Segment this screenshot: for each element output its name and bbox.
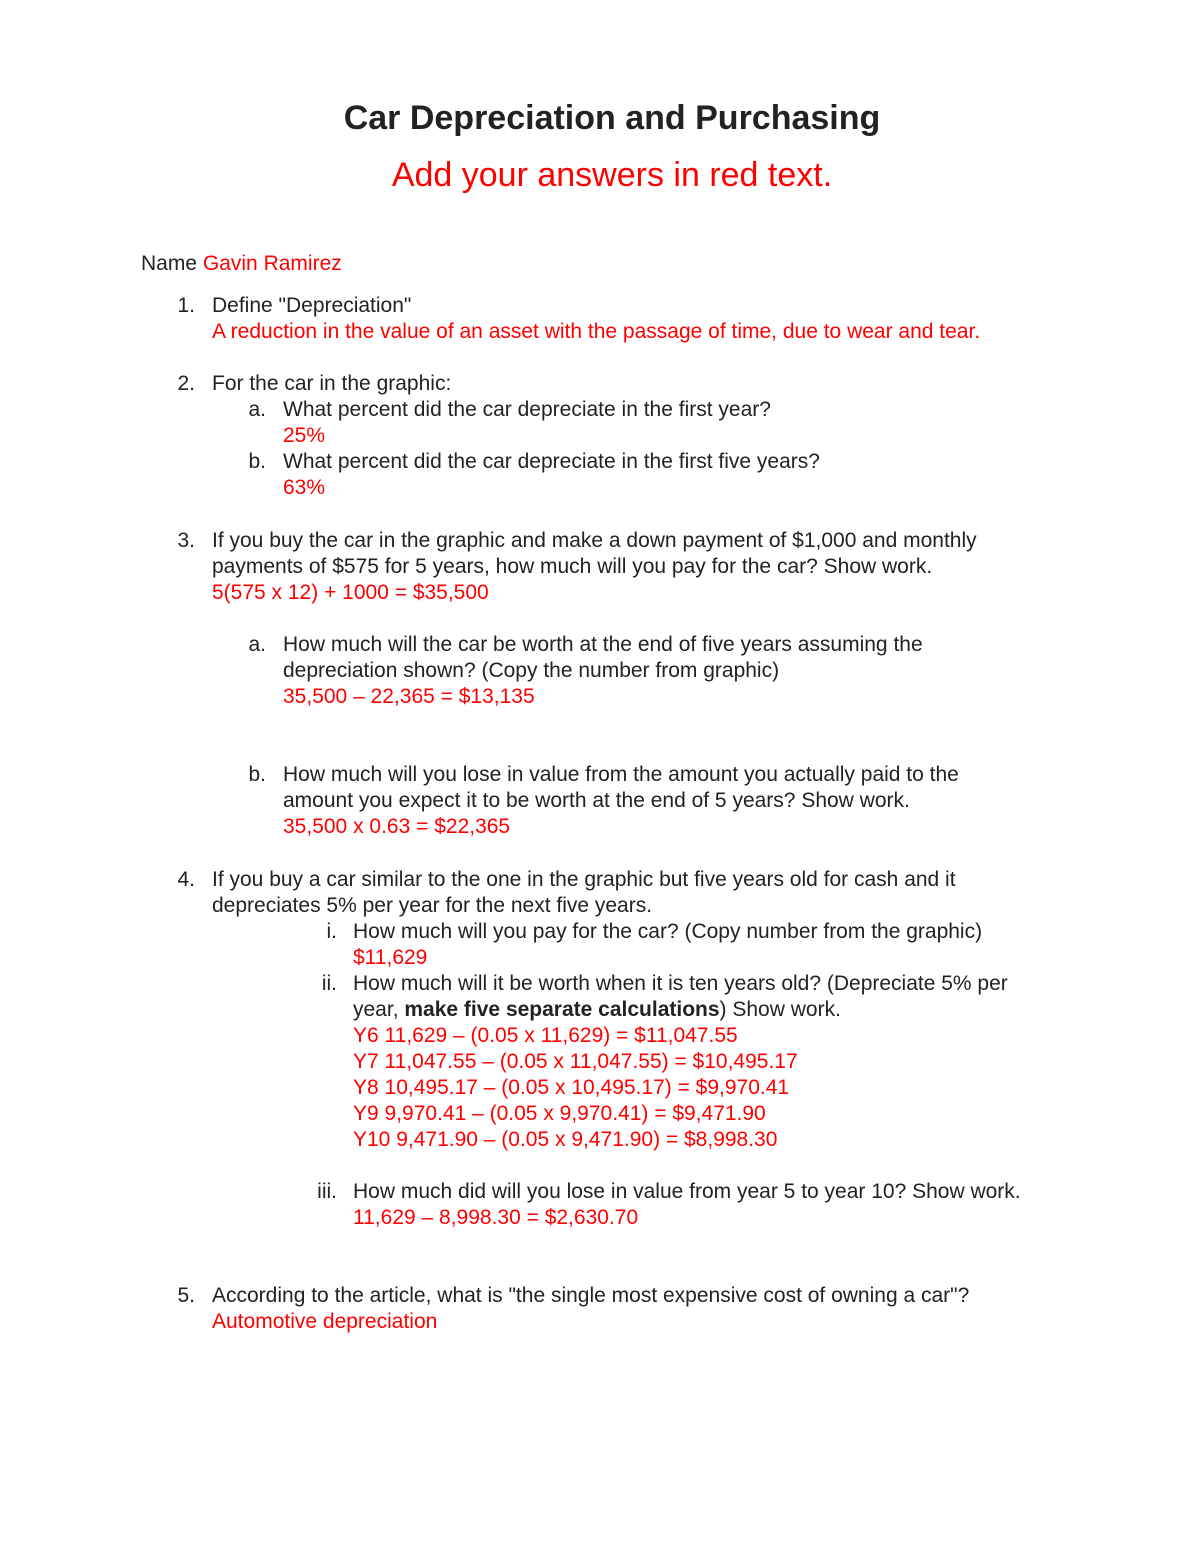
q3b-text-line1: How much will you lose in value from the amount you actually paid to the — [283, 763, 959, 786]
q2a-answer: 25% — [283, 424, 326, 447]
name-value: Gavin Ramirez — [202, 252, 342, 275]
q4ii-answer-y10: Y10 9,471.90 – (0.05 x 9,471.90) = $8,998.30 — [353, 1128, 778, 1151]
q2-text: For the car in the graphic: — [212, 372, 452, 395]
q4iii-text: How much did will you lose in value from year 5 to year 10? Show work. — [353, 1180, 1021, 1203]
q2b-letter: b. — [248, 450, 266, 473]
q5-number: 5. — [177, 1284, 195, 1307]
q3a-answer: 35,500 – 22,365 = $13,135 — [283, 685, 535, 708]
q4iii-answer: 11,629 – 8,998.30 = $2,630.70 — [353, 1206, 639, 1229]
page-title: Car Depreciation and Purchasing — [343, 99, 881, 137]
q1-answer: A reduction in the value of an asset with the passage of time, due to wear and tear. — [212, 320, 981, 343]
q4iii-numeral: iii. — [317, 1180, 337, 1203]
q4ii-line2-post: ) Show work. — [719, 998, 841, 1021]
q3b-answer: 35,500 x 0.63 = $22,365 — [283, 815, 511, 838]
q1-text: Define "Depreciation" — [212, 294, 412, 317]
name-label: Name — [141, 252, 198, 275]
q4ii-text-line1: How much will it be worth when it is ten years old? (Depreciate 5% per — [353, 972, 1008, 995]
q2b-text: What percent did the car depreciate in the first five years? — [283, 450, 820, 473]
q3a-text-line2: depreciation shown? (Copy the number from graphic) — [283, 659, 780, 682]
q4ii-text-line2 — [353, 997, 841, 1023]
q4ii-answer-y8: Y8 10,495.17 – (0.05 x 10,495.17) = $9,970.41 — [353, 1076, 790, 1099]
q3a-text-line1: How much will the car be worth at the end of five years assuming the — [283, 633, 923, 656]
page-subtitle: Add your answers in red text. — [391, 156, 833, 194]
q4i-numeral: i. — [326, 920, 337, 943]
name-line — [141, 251, 342, 277]
q5-text: According to the article, what is "the single most expensive cost of owning a car"? — [212, 1284, 970, 1307]
q4i-answer: $11,629 — [353, 946, 428, 969]
q4-text-line1: If you buy a car similar to the one in the graphic but five years old for cash and it — [212, 868, 956, 891]
q2-number: 2. — [177, 372, 195, 395]
q3-number: 3. — [177, 529, 195, 552]
q4ii-line2-bold: make five separate calculations — [404, 998, 720, 1021]
q4ii-answer-y6: Y6 11,629 – (0.05 x 11,629) = $11,047.55 — [353, 1024, 738, 1047]
q4-number: 4. — [177, 868, 195, 891]
q3-answer: 5(575 x 12) + 1000 = $35,500 — [212, 581, 489, 604]
q1-number: 1. — [177, 294, 195, 317]
q4ii-line2-pre: year, — [353, 998, 405, 1021]
q3a-letter: a. — [248, 633, 266, 656]
q4-text-line2: depreciates 5% per year for the next five years. — [212, 894, 653, 917]
q3-text-line1: If you buy the car in the graphic and make a down payment of $1,000 and monthly — [212, 529, 977, 552]
q4ii-numeral: ii. — [321, 972, 337, 995]
q5-answer: Automotive depreciation — [212, 1310, 438, 1333]
q4ii-answer-y7: Y7 11,047.55 – (0.05 x 11,047.55) = $10,495.17 — [353, 1050, 798, 1073]
q2b-answer: 63% — [283, 476, 326, 499]
q2a-text: What percent did the car depreciate in the first year? — [283, 398, 771, 421]
q4i-text: How much will you pay for the car? (Copy number from the graphic) — [353, 920, 983, 943]
q2a-letter: a. — [248, 398, 266, 421]
q4ii-answer-y9: Y9 9,970.41 – (0.05 x 9,970.41) = $9,471.90 — [353, 1102, 766, 1125]
q3b-letter: b. — [248, 763, 266, 786]
q3-text-line2: payments of $575 for 5 years, how much will you pay for the car? Show work. — [212, 555, 933, 578]
q3b-text-line2: amount you expect it to be worth at the end of 5 years? Show work. — [283, 789, 910, 812]
